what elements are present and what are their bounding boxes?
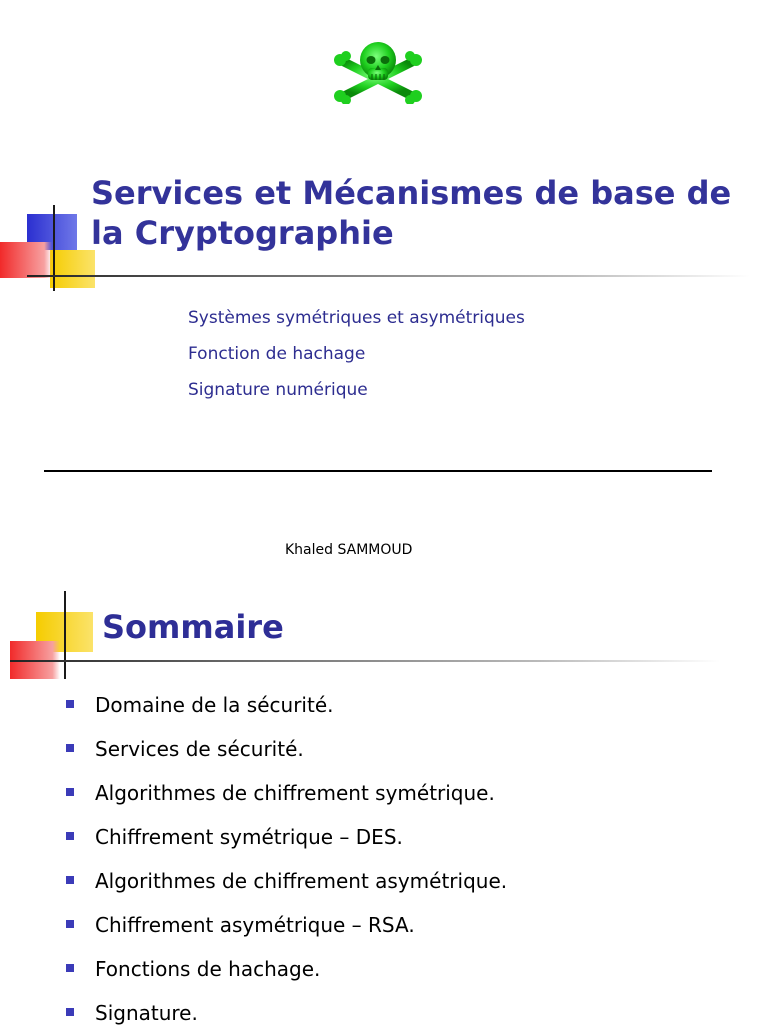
list-item bbox=[66, 947, 756, 991]
list-item-text: Chiffrement symétrique – DES. bbox=[95, 825, 403, 849]
bullet-icon bbox=[66, 920, 74, 928]
slide-title bbox=[91, 173, 751, 253]
list-item bbox=[66, 991, 756, 1035]
list-item-text: Domaine de la sécurité. bbox=[95, 693, 334, 717]
decorative-vertical-line bbox=[64, 591, 66, 679]
summary-title: Sommaire bbox=[102, 608, 284, 646]
title-underline bbox=[10, 660, 720, 662]
list-item-text: Chiffrement asymétrique – RSA. bbox=[95, 913, 415, 937]
subtitle-list bbox=[188, 300, 525, 408]
decorative-yellow-square bbox=[50, 250, 95, 288]
list-item bbox=[66, 727, 756, 771]
bullet-icon bbox=[66, 876, 74, 884]
summary-list bbox=[66, 683, 756, 1035]
skull-crossbones-icon bbox=[334, 38, 422, 104]
decorative-vertical-line bbox=[53, 205, 55, 291]
list-item bbox=[66, 859, 756, 903]
bullet-icon bbox=[66, 744, 74, 752]
slide-title-line2: la Cryptographie bbox=[91, 214, 394, 252]
bullet-icon bbox=[66, 832, 74, 840]
list-item-text: Services de sécurité. bbox=[95, 737, 304, 761]
list-item-text: Fonctions de hachage. bbox=[95, 957, 321, 981]
subtitle-item: Signature numérique bbox=[188, 380, 368, 400]
list-item-text: Signature. bbox=[95, 1001, 198, 1025]
subtitle-item: Systèmes symétriques et asymétriques bbox=[188, 308, 525, 328]
author-name: Khaled SAMMOUD bbox=[285, 542, 413, 558]
decorative-red-square bbox=[0, 242, 52, 278]
title-underline bbox=[27, 275, 750, 277]
list-item bbox=[66, 771, 756, 815]
bullet-icon bbox=[66, 700, 74, 708]
subtitle-item: Fonction de hachage bbox=[188, 344, 366, 364]
list-item bbox=[66, 683, 756, 727]
list-item bbox=[66, 903, 756, 947]
bullet-icon bbox=[66, 1008, 74, 1016]
list-item bbox=[66, 815, 756, 859]
slide-divider bbox=[44, 470, 712, 472]
list-item-text: Algorithmes de chiffrement symétrique. bbox=[95, 781, 495, 805]
bullet-icon bbox=[66, 964, 74, 972]
list-item-text: Algorithmes de chiffrement asymétrique. bbox=[95, 869, 508, 893]
slide-title-line1: Services et Mécanismes de base de bbox=[91, 174, 732, 212]
bullet-icon bbox=[66, 788, 74, 796]
